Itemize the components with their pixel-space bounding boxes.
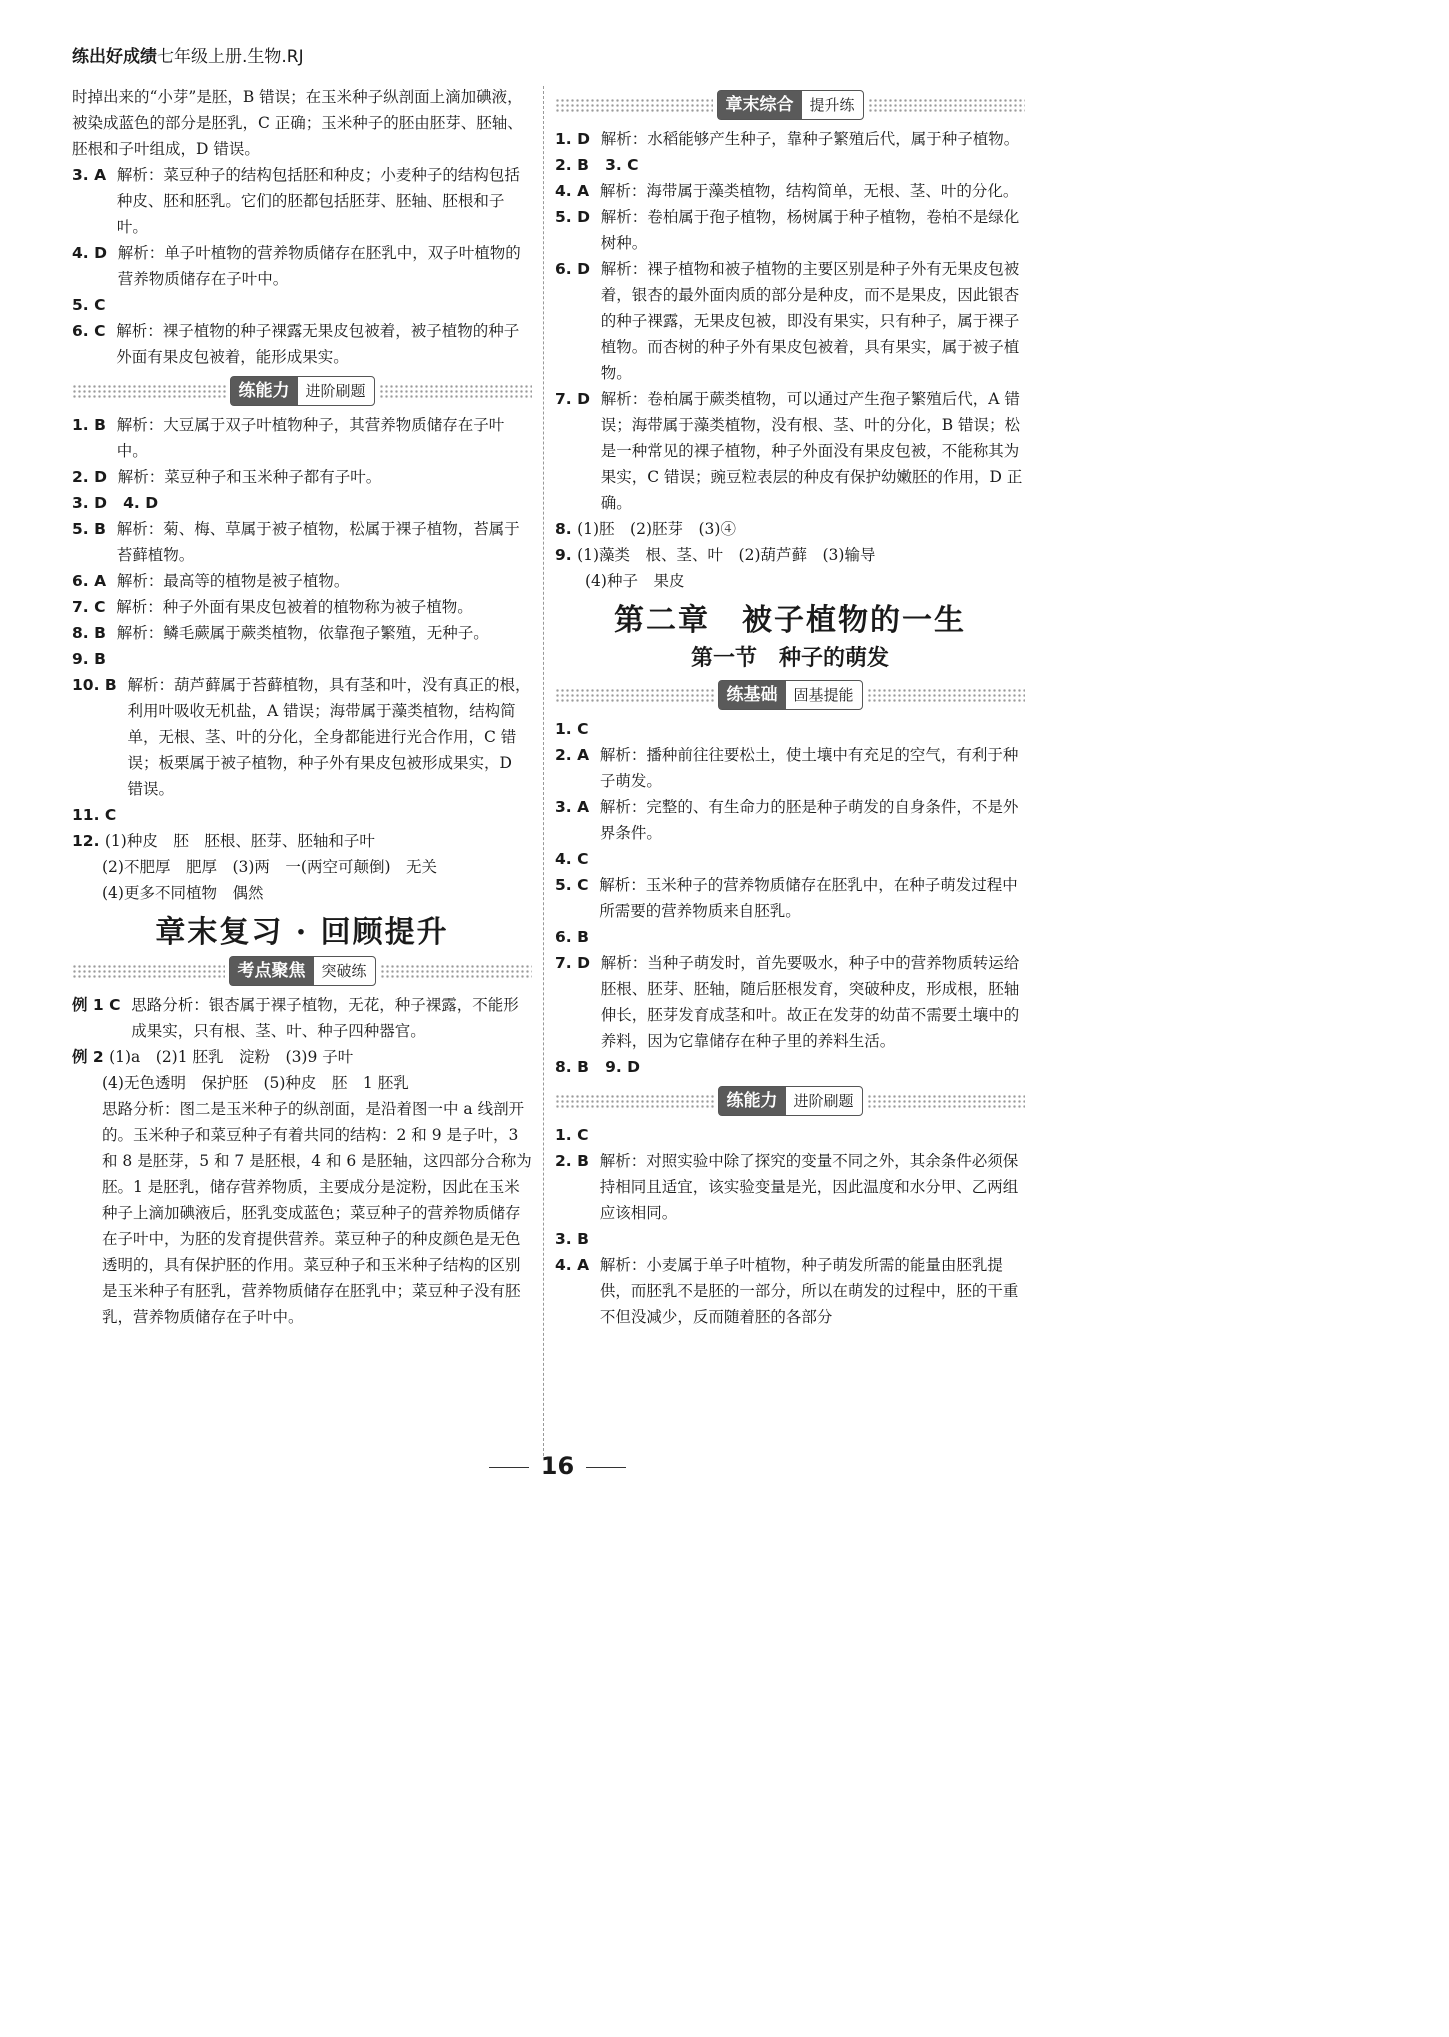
answer-item: [555, 924, 1025, 950]
answer-item: [72, 292, 532, 318]
answer-item: [555, 950, 1025, 1054]
answer-item: [72, 412, 532, 464]
answer-text: 解析：种子外面有果皮包被着的植物称为被子植物。: [116, 598, 473, 616]
answer-text: 解析：大豆属于双子叶植物种子，其营养物质储存在子叶中。: [116, 416, 505, 460]
answer-item: [555, 152, 1025, 178]
answer-list: [555, 716, 1025, 1080]
page-number-text: 16: [540, 1452, 575, 1480]
answer-number: 3. B: [555, 1230, 589, 1248]
example-text: (1)a (2)1 胚乳 淀粉 (3)9 子叶: [109, 1048, 354, 1066]
answer-text: [589, 924, 1025, 950]
answer-text: [105, 292, 532, 318]
answer-item: [72, 240, 532, 292]
answer-text: 解析：对照实验中除了探究的变量不同之外，其余条件必须保持相同且适宜，该实验变量是光，因此温度和水分甲、乙两组应该相同。: [599, 1152, 1019, 1222]
answer-item: [72, 318, 532, 370]
dot-pattern: [72, 384, 226, 398]
answer-number: 10. B: [72, 676, 128, 694]
answer-continuation: (4)更多不同植物 偶然: [102, 884, 264, 902]
answer-text: [588, 716, 1025, 742]
answer-text: 解析：单子叶植物的营养物质储存在胚乳中，双子叶植物的营养物质储存在子叶中。: [117, 244, 521, 288]
banner-tag: [718, 680, 863, 710]
answer-number: 1. C: [555, 1126, 589, 1144]
banner-sub: 固基提能: [793, 686, 854, 704]
answer-number: 6. D: [555, 260, 601, 278]
dot-pattern: [868, 98, 1026, 112]
dash-left: [489, 1467, 529, 1468]
answer-text: 解析：水稻能够产生种子，靠种子繁殖后代，属于种子植物。: [600, 130, 1020, 148]
answer-text: 解析：裸子植物和被子植物的主要区别是种子外有无果皮包被着，银杏的最外面肉质的部分是种皮，而不是果皮，因此银杏的种子裸露，无果皮包被，即没有果实，只有种子，属于裸子植物。而杏树的种子外有果皮包被着，具有果实，属于被子植物。: [600, 260, 1020, 382]
column-divider: [543, 86, 544, 1456]
example-number: 例 1 C: [72, 996, 132, 1014]
answer-number: 3. D 4. D: [72, 494, 159, 512]
answer-number: 5. B: [72, 520, 117, 538]
answer-number: 6. A: [72, 572, 117, 590]
continued-text: 时掉出来的“小芽”是胚，B 错误；在玉米种子纵剖面上滴加碘液，被染成蓝色的部分是胚乳，C 正确；玉米种子的胚由胚芽、胚轴、胚根和子叶组成，D 错误。: [72, 88, 523, 158]
answer-item: [555, 1122, 1025, 1148]
answer-item: [555, 1226, 1025, 1252]
book-title: 练出好成绩: [72, 47, 157, 67]
answer-item: [555, 516, 1025, 542]
answer-item: [72, 646, 532, 672]
answer-number: 4. C: [555, 850, 589, 868]
answer-list: [555, 126, 1025, 594]
answer-number: 4. A: [555, 182, 600, 200]
answer-item: [555, 742, 1025, 794]
answer-item: [555, 178, 1025, 204]
answer-number: 8. B: [72, 624, 117, 642]
answer-text: 解析：菜豆种子和玉米种子都有子叶。: [117, 468, 382, 486]
answer-list: [72, 412, 532, 906]
page-number: [0, 1452, 1115, 1480]
answer-item: [72, 672, 532, 802]
answer-number: 6. C: [72, 322, 117, 340]
answer-text: (1)种皮 胚 胚根、胚芽、胚轴和子叶: [104, 832, 375, 850]
answer-number: 5. C: [72, 296, 106, 314]
dot-pattern: [555, 688, 714, 702]
answer-number: 4. A: [555, 1256, 600, 1274]
banner-main: 考点聚焦: [230, 957, 314, 985]
answer-text: 解析：播种前往往要松土，使土壤中有充足的空气，有利于种子萌发。: [599, 746, 1019, 790]
answer-text: (1)胚 (2)胚芽 (3)④: [577, 520, 736, 538]
answer-number: 2. A: [555, 746, 600, 764]
dash-right: [586, 1467, 626, 1468]
section-banner: [555, 1086, 1025, 1116]
answer-number: 5. C: [555, 876, 600, 894]
answer-item: [555, 794, 1025, 846]
banner-tag: [718, 1086, 863, 1116]
answer-text: [106, 646, 532, 672]
answer-number: 3. A: [72, 166, 117, 184]
answer-number: 7. D: [555, 390, 601, 408]
answer-item: [72, 828, 532, 854]
answer-text: 解析：最高等的植物是被子植物。: [116, 572, 350, 590]
banner-sub: 突破练: [321, 962, 367, 980]
answer-item: [72, 568, 532, 594]
answer-number: 9. B: [72, 650, 106, 668]
answer-item: [555, 1148, 1025, 1226]
answer-text: 解析：海带属于藻类植物，结构简单，无根、茎、叶的分化。: [599, 182, 1019, 200]
answer-text: 解析：鳞毛蕨属于蕨类植物，依靠孢子繁殖，无种子。: [116, 624, 489, 642]
example-analysis: 思路分析：图二是玉米种子的纵剖面，是沿着图一中 a 线剖开的。玉米种子和菜豆种子有着共同的结构：2 和 9 是子叶，3 和 8 是胚芽，5 和 7 是胚根，4 和 6 是胚轴，这四部分合称为胚。1 是胚乳，储存营养物质，主要成分是淀粉，因此在玉米种子上滴加碘液后，胚乳变成蓝色；菜豆种子的营养物质储存在子叶中，为胚的发育提供营养。菜豆种子的种皮颜色是无色透明的，具有保护胚的作用。菜豆种子和玉米种子结构的区别是玉米种子有胚乳，营养物质储存在胚乳中；菜豆种子没有胚乳，营养物质储存在子叶中。: [102, 1100, 532, 1326]
right-column: [555, 84, 1025, 1330]
answer-text: 解析：卷柏属于孢子植物，杨树属于种子植物，卷柏不是绿化树种。: [600, 208, 1020, 252]
section-banner: [555, 680, 1025, 710]
answer-item: [72, 802, 532, 828]
answer-number: 6. B: [555, 928, 589, 946]
dot-pattern: [72, 964, 225, 978]
answer-text: (1)藻类 根、茎、叶 (2)葫芦藓 (3)输导: [577, 546, 876, 564]
answer-number: 7. C: [72, 598, 117, 616]
answer-list: [72, 162, 532, 370]
example-item: [72, 1044, 532, 1070]
answer-number: 1. D: [555, 130, 601, 148]
banner-tag: [229, 956, 376, 986]
example-number: 例 2: [72, 1048, 110, 1066]
example-continuation: (4)无色透明 保护胚 (5)种皮 胚 1 胚乳: [102, 1074, 409, 1092]
answer-number: 4. D: [72, 244, 118, 262]
dot-pattern: [380, 964, 533, 978]
answer-item: [72, 490, 532, 516]
answer-item: [555, 126, 1025, 152]
answer-item: [72, 516, 532, 568]
answer-item: [72, 162, 532, 240]
answer-continuation: (4)种子 果皮: [585, 572, 685, 590]
section-banner: [72, 376, 532, 406]
answer-text: [588, 846, 1025, 872]
dot-pattern: [379, 384, 533, 398]
answer-text: 解析：卷柏属于蕨类植物，可以通过产生孢子繁殖后代，A 错误；海带属于藻类植物，没有根、茎、叶的分化，B 错误；松是一种常见的裸子植物，种子外面没有果皮包被，不能称其为果实，C 错误；豌豆粒表层的种皮有保护幼嫩胚的作用，D 正确。: [600, 390, 1023, 512]
banner-main: 练基础: [719, 681, 786, 709]
banner-main: 章末综合: [718, 91, 802, 119]
answer-number: 8. B 9. D: [555, 1058, 641, 1076]
answer-text: 解析：裸子植物的种子裸露无果皮包被着，被子植物的种子外面有果皮包被着，能形成果实。: [116, 322, 520, 366]
dot-pattern: [867, 688, 1026, 702]
answer-number: 11. C: [72, 806, 117, 824]
answer-text: 解析：菊、梅、草属于被子植物，松属于裸子植物，苔属于苔藓植物。: [116, 520, 520, 564]
answer-number: 1. C: [555, 720, 589, 738]
answer-number: 3. A: [555, 798, 600, 816]
chapter-title: 第二章 被子植物的一生: [614, 603, 966, 638]
answer-number: 12.: [72, 832, 105, 850]
answer-number: 8.: [555, 520, 578, 538]
left-column: [72, 84, 532, 1330]
answer-continuation: (2)不肥厚 肥厚 (3)两 一(两空可颠倒) 无关: [102, 858, 438, 876]
answer-number: 2. D: [72, 468, 118, 486]
answer-item: [72, 464, 532, 490]
answer-number: 9.: [555, 546, 578, 564]
answer-number: 5. D: [555, 208, 601, 226]
answer-item: [555, 1252, 1025, 1330]
review-title: 章末复习 · 回顾提升: [155, 915, 449, 950]
dot-pattern: [555, 98, 713, 112]
banner-main: 练能力: [719, 1087, 786, 1115]
example-text: 思路分析：银杏属于裸子植物，无花，种子裸露，不能形成果实，只有根、茎、叶、种子四种器官。: [131, 996, 519, 1040]
answer-item: [555, 204, 1025, 256]
answer-text: 解析：玉米种子的营养物质储存在胚乳中，在种子萌发过程中所需要的营养物质来自胚乳。: [599, 876, 1018, 920]
answer-text: 解析：菜豆种子的结构包括胚和种皮；小麦种子的结构包括种皮、胚和胚乳。它们的胚都包括胚芽、胚轴、胚根和子叶。: [116, 166, 520, 236]
answer-item: [72, 620, 532, 646]
answer-item: [555, 872, 1025, 924]
answer-item: [555, 386, 1025, 516]
answer-text: [158, 490, 532, 516]
book-subtitle: 七年级上册.生物.RJ: [157, 47, 304, 67]
answer-item: [555, 256, 1025, 386]
answer-text: [116, 802, 532, 828]
answer-item: [555, 846, 1025, 872]
answer-item: [72, 594, 532, 620]
banner-tag: [230, 376, 375, 406]
page-header: [72, 42, 304, 67]
answer-text: 解析：当种子萌发时，首先要吸水，种子中的营养物质转运给胚根、胚芽、胚轴，随后胚根发育，突破种皮，形成根，胚轴伸长，胚芽发育成茎和叶。故正在发芽的幼苗不需要土壤中的养料，因为它靠储存在种子里的养料生活。: [600, 954, 1020, 1050]
banner-tag: [717, 90, 864, 120]
dot-pattern: [867, 1094, 1026, 1108]
answer-text: [640, 1054, 1025, 1080]
banner-sub: 进阶刷题: [305, 382, 366, 400]
answer-text: [588, 1122, 1025, 1148]
answer-number: 7. D: [555, 954, 601, 972]
section-banner: [555, 90, 1025, 120]
banner-sub: 提升练: [809, 96, 855, 114]
answer-text: [589, 1226, 1025, 1252]
banner-main: 练能力: [231, 377, 298, 405]
answer-number: 1. B: [72, 416, 117, 434]
banner-sub: 进阶刷题: [793, 1092, 854, 1110]
answer-number: 2. B: [555, 1152, 600, 1170]
answer-number: 2. B 3. C: [555, 156, 639, 174]
section-title: 第一节 种子的萌发: [690, 646, 889, 671]
answer-text: 解析：葫芦藓属于苔藓植物，具有茎和叶，没有真正的根，利用叶吸收无机盐，A 错误；海带属于藻类植物，结构简单，无根、茎、叶的分化，全身都能进行光合作用，C 错误；板栗属于被子植物，种子外有果皮包被形成果实，D 错误。: [127, 676, 531, 798]
section-banner: [72, 956, 532, 986]
answer-item: [555, 716, 1025, 742]
dot-pattern: [555, 1094, 714, 1108]
answer-text: 解析：小麦属于单子叶植物，种子萌发所需的能量由胚乳提供，而胚乳不是胚的一部分，所以在萌发的过程中，胚的干重不但没减少，反而随着胚的各部分: [599, 1256, 1019, 1326]
example-item: [72, 992, 532, 1044]
answer-text: [639, 152, 1025, 178]
answer-text: 解析：完整的、有生命力的胚是种子萌发的自身条件，不是外界条件。: [599, 798, 1019, 842]
answer-list: [555, 1122, 1025, 1330]
answer-item: [555, 542, 1025, 568]
answer-item: [555, 1054, 1025, 1080]
